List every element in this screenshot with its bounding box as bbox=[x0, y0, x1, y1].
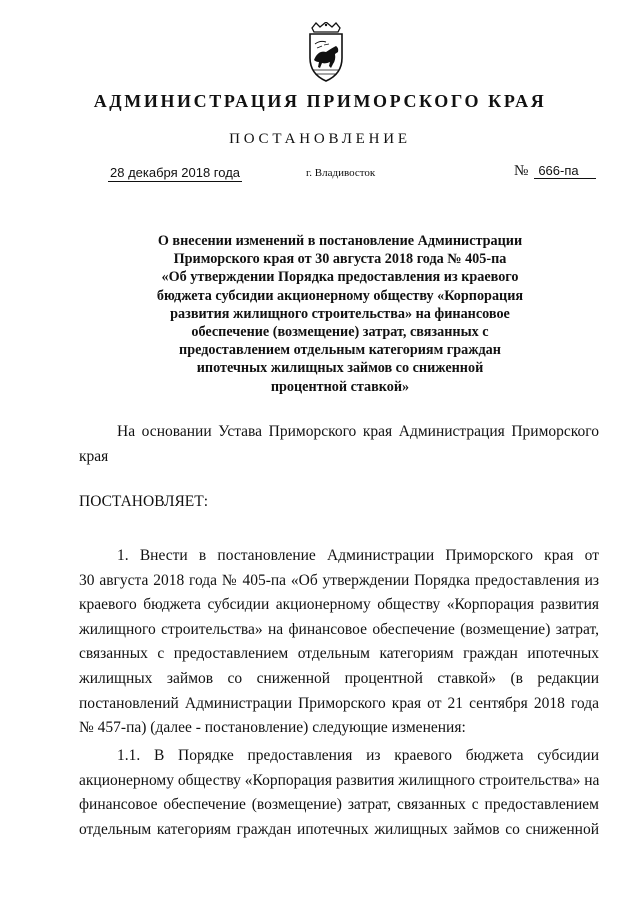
title-line: ипотечных жилищных займов со сниженной bbox=[196, 360, 484, 377]
text-line: краевого бюджета субсидии акционерному обществу «Корпорация развития bbox=[79, 596, 599, 614]
title-line: развития жилищного строительства» на финансовое bbox=[170, 305, 510, 322]
text-line: 1. Внести в постановление Администрации Приморского края от bbox=[117, 547, 599, 564]
document-number-block bbox=[514, 163, 596, 180]
text-line: края bbox=[79, 447, 109, 465]
text-line: 30 августа 2018 года № 405-па «Об утверждении Порядка предоставления из bbox=[79, 571, 599, 589]
organization-name: АДМИНИСТРАЦИЯ ПРИМОРСКОГО КРАЯ bbox=[93, 91, 547, 111]
document-type: ПОСТАНОВЛЕНИЕ bbox=[229, 131, 411, 147]
number-sign: № bbox=[514, 163, 529, 179]
text-line: акционерному обществу «Корпорация развития жилищного строительства» на bbox=[79, 771, 600, 789]
text-line: отдельным категориям граждан ипотечных жилищных займов со сниженной bbox=[79, 820, 599, 838]
preamble-paragraph bbox=[79, 420, 599, 469]
document-number: 666-па bbox=[534, 163, 596, 179]
decree-word: ПОСТАНОВЛЯЕТ: bbox=[79, 493, 209, 510]
text-line: 1.1. В Порядке предоставления из краевого бюджета субсидии bbox=[117, 747, 599, 764]
title-line: предоставлением отдельным категориям граждан bbox=[179, 342, 501, 359]
title-line: «Об утверждении Порядка предоставления из краевого bbox=[161, 269, 519, 286]
title-line: О внесении изменений в постановление Администрации bbox=[157, 233, 523, 249]
text-line: постановлений Администрации Приморского края от 21 сентября 2018 года bbox=[79, 694, 599, 712]
document-date: 28 декабря 2018 года bbox=[110, 165, 241, 180]
tiger-coat-of-arms-icon bbox=[298, 22, 354, 84]
title-line: процентной ставкой» bbox=[270, 378, 410, 395]
text-line: жилищного строительства» на финансовое обеспечение (возмещение) затрат, bbox=[79, 620, 599, 638]
text-line: На основании Устава Приморского края Администрация Приморского bbox=[117, 423, 599, 440]
title-line: бюджета субсидии акционерному обществу «Корпорация bbox=[156, 287, 524, 304]
item-1-paragraph bbox=[79, 544, 599, 741]
document-title bbox=[120, 232, 560, 396]
document-city: г. Владивосток bbox=[306, 167, 376, 179]
title-line: Приморского края от 30 августа 2018 года № 405-па bbox=[173, 251, 507, 268]
title-line: обеспечение (возмещение) затрат, связанных с bbox=[191, 324, 489, 341]
text-line: связанных с предоставлением отдельным категориям граждан ипотечных bbox=[79, 645, 599, 663]
text-line: № 457-па) (далее - постановление) следующие изменения: bbox=[79, 719, 466, 737]
text-line: жилищных займов со сниженной процентной ставкой» (в редакции bbox=[79, 669, 599, 687]
text-line: финансовое обеспечение (возмещение) затрат, связанных с предоставлением bbox=[79, 796, 599, 814]
item-1-1-paragraph bbox=[79, 744, 599, 842]
